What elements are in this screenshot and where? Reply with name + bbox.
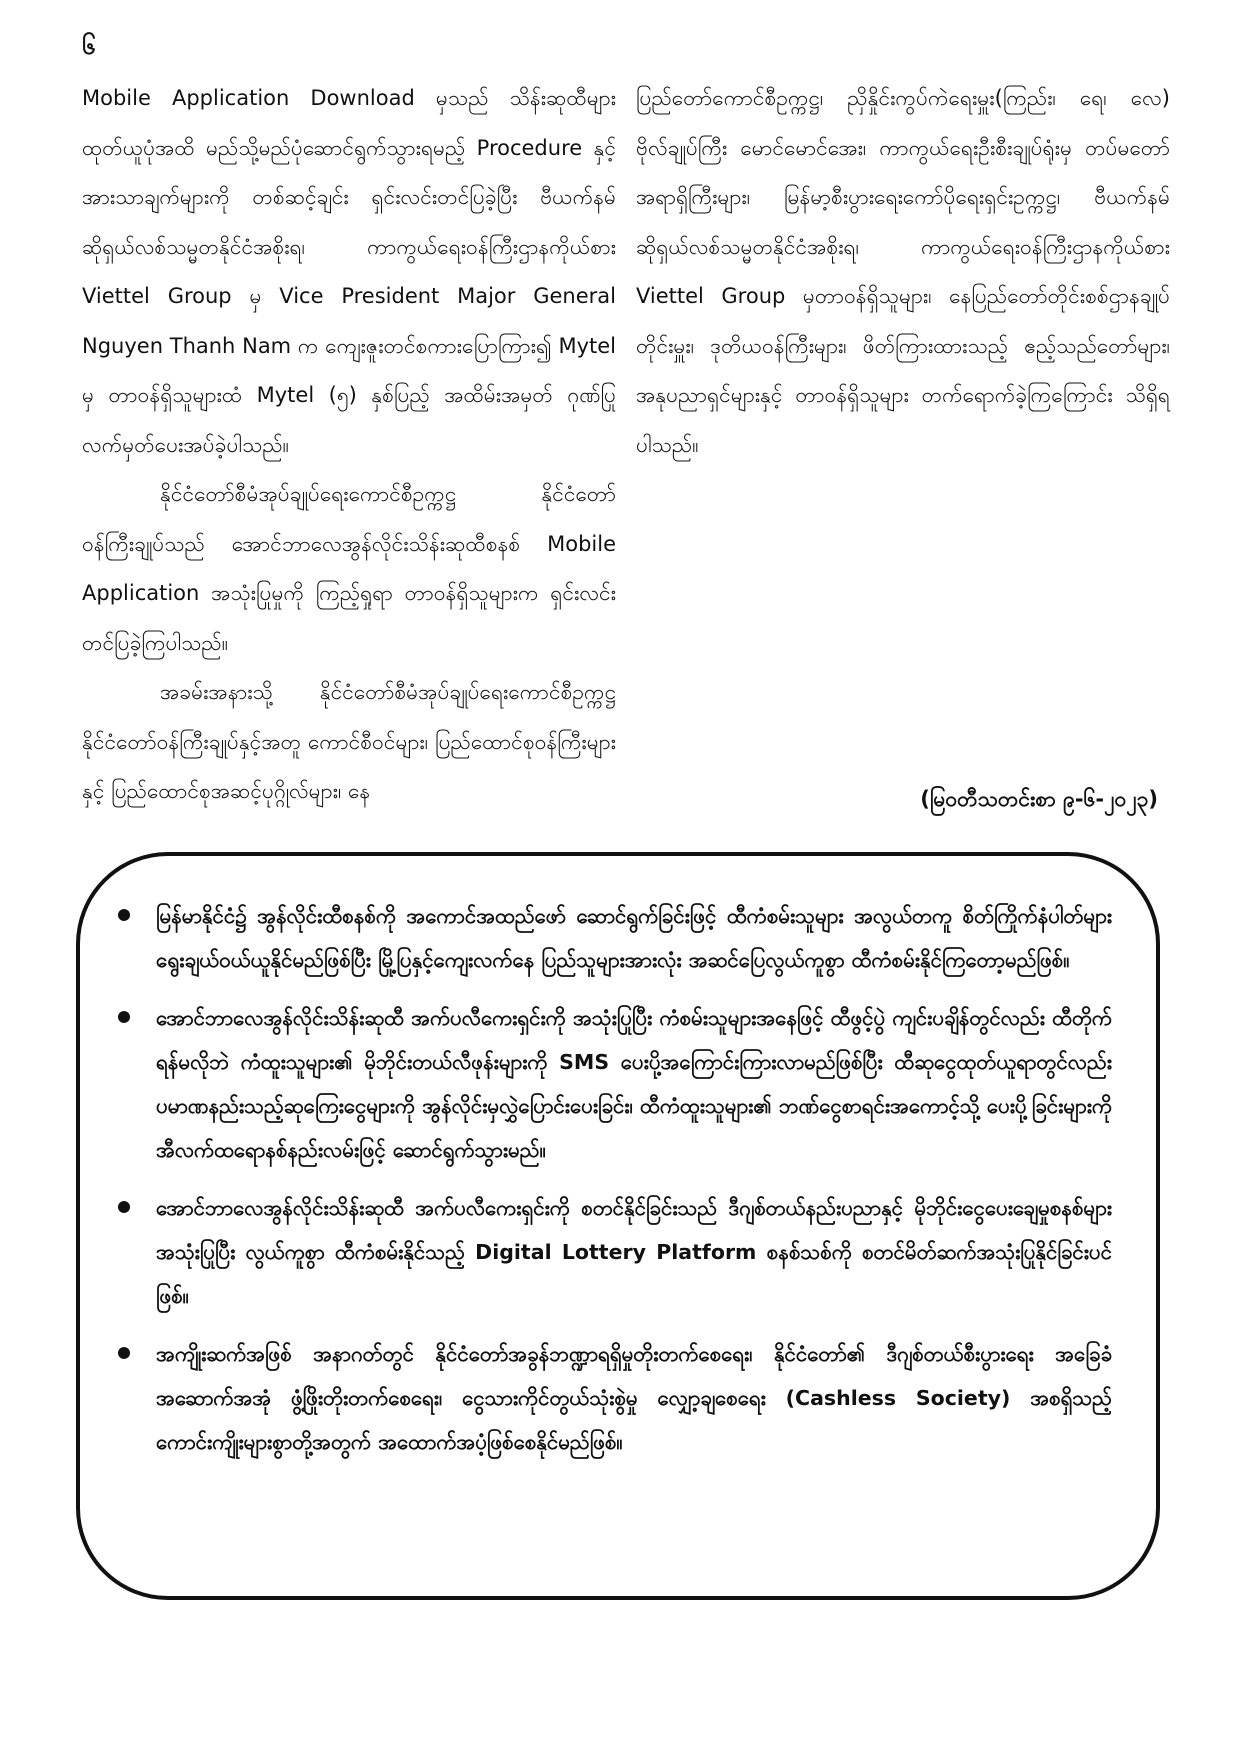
article-paragraph: အခမ်းအနားသို့ နိုင်ငံတော်စီမံအုပ်ချုပ်ရေးကောင်စီဥက္ကဋ္ဌ နိုင်ငံတော်ဝန်ကြီးချုပ်နှင့်အတူ ကောင်စီဝင်များ၊ ပြည်ထောင်စုဝန်ကြီးများနှင့် ပြည်ထောင်စုအဆင့်ပုဂ္ဂိုလ်များ၊ နေ (82, 680, 616, 803)
page-number: ၆ (82, 32, 96, 60)
bullet-list (156, 894, 1112, 1478)
right-column (636, 74, 1170, 470)
bullet-item (156, 894, 1112, 982)
bullet-text: အောင်ဘာလေအွန်လိုင်းသိန်းဆုထီ အက်ပလီကေးရှင်းကို အသုံးပြုပြီး ကံစမ်းသူများအနေဖြင့် ထီဖွင့်ပွဲ ကျင်းပချိန်တွင်လည်း ထီတိုက်ရန်မလိုဘဲ ကံထူးသူများ၏ မိုဘိုင်းတယ်လီဖုန်းများကို SMS ပေးပို့အကြောင်းကြားလာမည်ဖြစ်ပြီး ထီဆုငွေထုတ်ယူရာတွင်လည်း ပမာဏနည်းသည့်ဆုကြေးငွေများကို အွန်လိုင်းမှလွှဲပြောင်းပေးခြင်း၊ ထီကံထူးသူများ၏ ဘဏ်ငွေစာရင်းအကောင့်သို့ ပေးပို့ခြင်းများကို အီလက်ထရောနစ်နည်းလမ်းဖြင့် ဆောင်ရွက်သွားမည်။ (156, 1006, 1112, 1162)
bullet-text: မြန်မာနိုင်ငံ၌ အွန်လိုင်းထီစနစ်ကို အကောင်အထည်ဖော် ဆောင်ရွက်ခြင်းဖြင့် ထီကံစမ်းသူများ အလွယ်တကူ စိတ်ကြိုက်နံပါတ်များ ရွေးချယ်ဝယ်ယူနိုင်မည်ဖြစ်ပြီး မြို့ပြနှင့်ကျေးလက်နေ ပြည်သူများအားလုံး အဆင်ပြေလွယ်ကူစွာ ထီကံစမ်းနိုင်ကြတော့မည်ဖြစ်။ (156, 904, 1112, 972)
bullet-icon (118, 1201, 130, 1213)
bullet-text: အောင်ဘာလေအွန်လိုင်းသိန်းဆုထီ အက်ပလီကေးရှင်းကို စတင်နိုင်ခြင်းသည် ဒီဂျစ်တယ်နည်းပညာနှင့် မိုဘိုင်းငွေပေးချေမှုစနစ်များ အသုံးပြုပြီး လွယ်ကူစွာ ထီကံစမ်းနိုင်သည့် Digital Lottery Platform စနစ်သစ်ကို စတင်မိတ်ဆက်အသုံးပြုနိုင်ခြင်းပင်ဖြစ်။ (156, 1196, 1112, 1308)
bullet-item (156, 996, 1112, 1172)
source-citation: (မြဝတီသတင်းစာ ၉-၆-၂၀၂၃) (920, 787, 1158, 811)
bullet-icon (118, 1011, 130, 1023)
bullet-text: အကျိုးဆက်အဖြစ် အနာဂတ်တွင် နိုင်ငံတော်အခွန်ဘဏ္ဍာရရှိမှုတိုးတက်စေရေး၊ နိုင်ငံတော်၏ ဒီဂျစ်တယ်စီးပွားရေး အခြေခံအဆောက်အအုံ ဖွံ့ဖြိုးတိုးတက်စေရေး၊ ငွေသားကိုင်တွယ်သုံးစွဲမှု လျှော့ချစေရေး (Cashless Society) အစရှိသည့် ကောင်းကျိုးများစွာတို့အတွက် အထောက်အပံ့ဖြစ်စေနိုင်မည်ဖြစ်။ (156, 1342, 1112, 1454)
article-paragraph: ပြည်တော်ကောင်စီဥက္ကဋ္ဌ၊ ညှိနှိုင်းကွပ်ကဲရေးမှူး(ကြည်း၊ ရေ၊ လေ) ဗိုလ်ချုပ်ကြီး မောင်မောင်အေး၊ ကာကွယ်ရေးဦးစီးချုပ်ရုံးမှ တပ်မတော်အရာရှိကြီးများ၊ မြန်မာ့စီးပွားရေးကော်ပိုရေးရှင်းဥက္ကဋ္ဌ၊ ဗီယက်နမ်ဆိုရှယ်လစ်သမ္မတနိုင်ငံအစိုးရ၊ ကာကွယ်ရေးဝန်ကြီးဌာနကိုယ်စား Viettel Group မှတာဝန်ရှိသူများ၊ နေပြည်တော်တိုင်းစစ်ဌာနချုပ် တိုင်းမှူး၊ ဒုတိယဝန်ကြီးများ၊ ဖိတ်ကြားထားသည့် ဧည့်သည်တော်များ၊ အနုပညာရှင်များနှင့် တာဝန်ရှိသူများ တက်ရောက်ခဲ့ကြကြောင်း သိရှိရပါသည်။ (636, 86, 1170, 457)
article-paragraph: နိုင်ငံတော်စီမံအုပ်ချုပ်ရေးကောင်စီဥက္ကဋ္ဌ နိုင်ငံတော်ဝန်ကြီးချုပ်သည် အောင်ဘာလေအွန်လိုင်းသိန်းဆုထီစနစ် Mobile Application အသုံးပြုမှုကို ကြည့်ရှုရာ တာဝန်ရှိသူများက ရှင်းလင်းတင်ပြခဲ့ကြပါသည်။ (82, 482, 616, 655)
highlight-box (76, 852, 1160, 1600)
bullet-item (156, 1332, 1112, 1464)
bullet-icon (118, 909, 130, 921)
bullet-item (156, 1186, 1112, 1318)
left-column (82, 74, 616, 817)
bullet-icon (118, 1347, 130, 1359)
article-paragraph: Mobile Application Download မှသည် သိန်းဆုထီများ ထုတ်ယူပုံအထိ မည်သို့မည်ပုံဆောင်ရွက်သွားရမည့် Procedure နှင့်အားသာချက်များကို တစ်ဆင့်ချင်း ရှင်းလင်းတင်ပြခဲ့ပြီး ဗီယက်နမ်ဆိုရှယ်လစ်သမ္မတနိုင်ငံအစိုးရ၊ ကာကွယ်ရေးဝန်ကြီးဌာနကိုယ်စား Viettel Group မှ Vice President Major General Nguyen Thanh Nam က ကျေးဇူးတင်စကားပြောကြား၍ Mytel မှ တာဝန်ရှိသူများထံ Mytel (၅) နှစ်ပြည့် အထိမ်းအမှတ် ဂုဏ်ပြုလက်မှတ်ပေးအပ်ခဲ့ပါသည်။ (82, 86, 616, 457)
